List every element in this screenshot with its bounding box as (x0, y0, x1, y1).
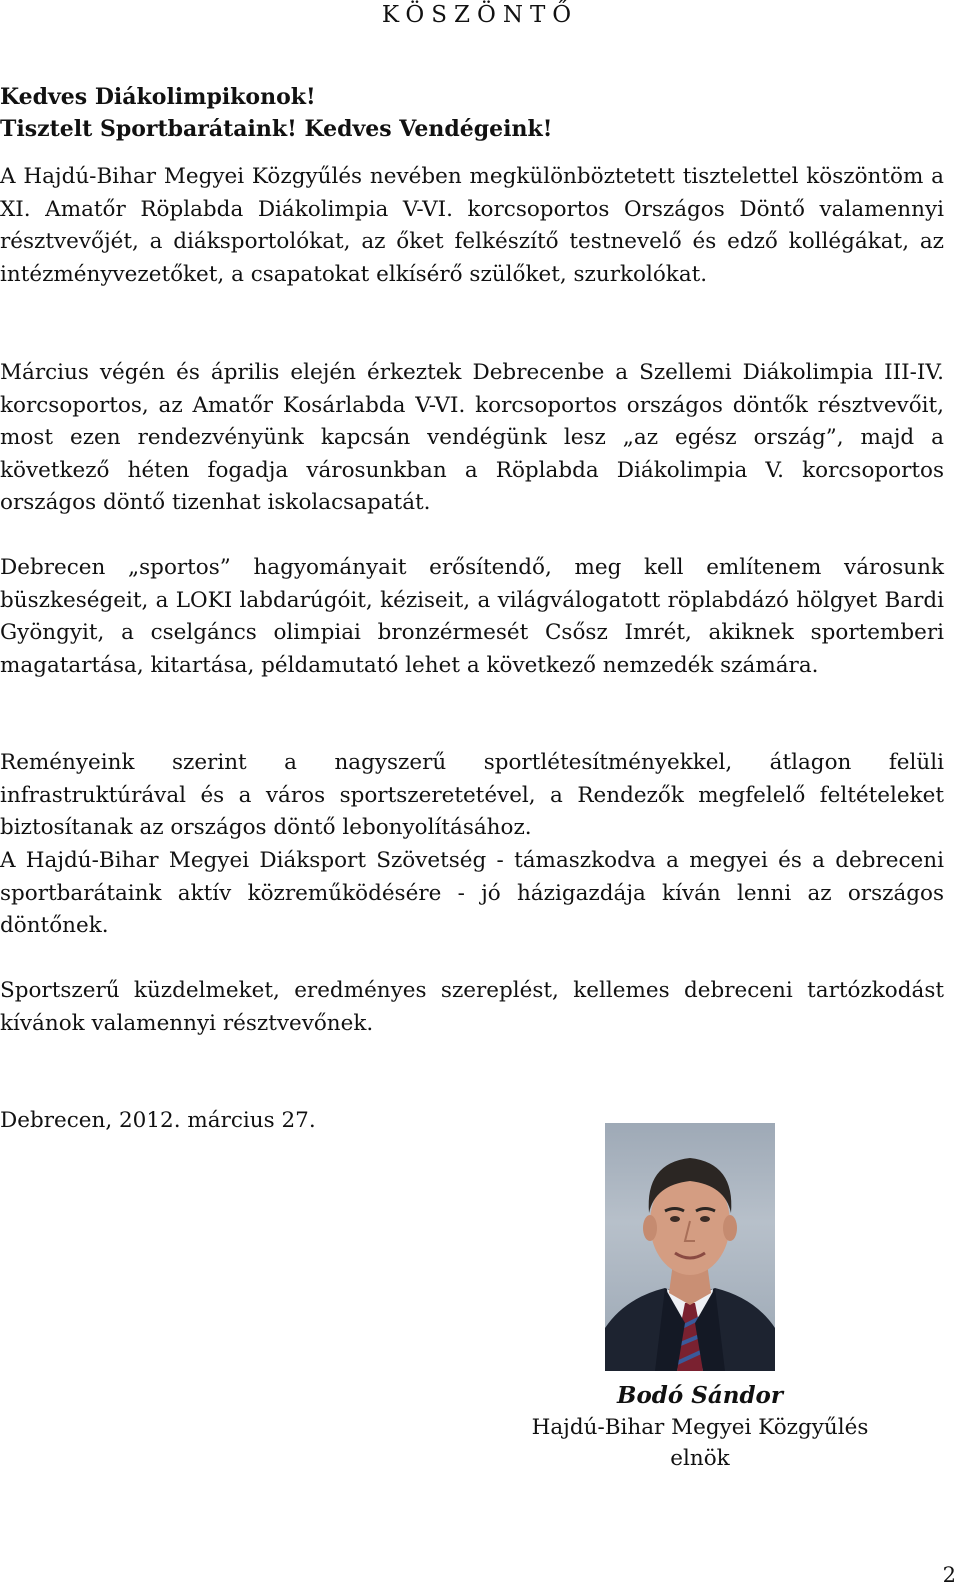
signatory-role: elnök (670, 1446, 730, 1471)
salutation-line-2: Tisztelt Sportbarátaink! Kedves Vendégeink! (0, 116, 553, 142)
paragraph-hopes: Reményeink szerint a nagyszerű sportlétesítményekkel, átlagon felüli infrastruktúrával és a város sportszeretetével, a Rendezők megfelelő feltételeket biztosítanak az országos döntő lebonyolításához. (0, 750, 944, 841)
signatory-name: Bodó Sándor (617, 1382, 783, 1409)
page-number: 2 (942, 1563, 956, 1587)
salutation-line-1: Kedves Diákolimpikonok! (0, 84, 316, 110)
paragraph-welcome: A Hajdú-Bihar Megyei Közgyűlés nevében megkülönböztetett tisztelettel köszöntöm a XI. Amatőr Röplabda Diákolimpia V-VI. korcsoportos Országos Döntő valamennyi résztvevőjét, a diáksportolókat, az őket felkészítő testnevelő és edző kollégákat, az intézményvezetőket, a csapatokat elkísérő szülőket, szurkolókat. (0, 164, 944, 287)
paragraph-host-association: A Hajdú-Bihar Megyei Diáksport Szövetség - támaszkodva a megyei és a debreceni sportbarátaink aktív közreműködésére - jó házigazdája kíván lenni az országos döntőnek. (0, 848, 944, 939)
signatory-position: Hajdú-Bihar Megyei Közgyűlés (531, 1415, 869, 1440)
paragraph-traditions: Debrecen „sportos” hagyományait erősítendő, meg kell említenem városunk büszkeségeit, a LOKI labdarúgóit, kéziseit, a világválogatott röplabdázó hölgyet Bardi Gyöngyit, a cselgáncs olimpiai bronzérmesét Csősz Imrét, akiknek sportemberi magatartása, kitartása, példamutató lehet a következő nemzedék számára. (0, 555, 944, 678)
signature-block (505, 1380, 895, 1474)
page-title: KÖSZÖNTŐ (381, 2, 579, 28)
date-line: Debrecen, 2012. március 27. (0, 1108, 316, 1133)
portrait-photo (605, 1123, 775, 1371)
paragraph-events: Március végén és április elején érkeztek Debrecenbe a Szellemi Diákolimpia III-IV. korcsoportos, az Amatőr Kosárlabda V-VI. korcsoportos országos döntők résztvevőit, most ezen rendezvényünk kapcsán vendégünk lesz „az egész ország”, majd a következő héten fogadja városunkban a Röplabda Diákolimpia V. korcsoportos országos döntő tizenhat iskolacsapatát. (0, 360, 944, 516)
paragraph-wishes: Sportszerű küzdelmeket, eredményes szereplést, kellemes debreceni tartózkodást kívánok valamennyi résztvevőnek. (0, 978, 944, 1036)
